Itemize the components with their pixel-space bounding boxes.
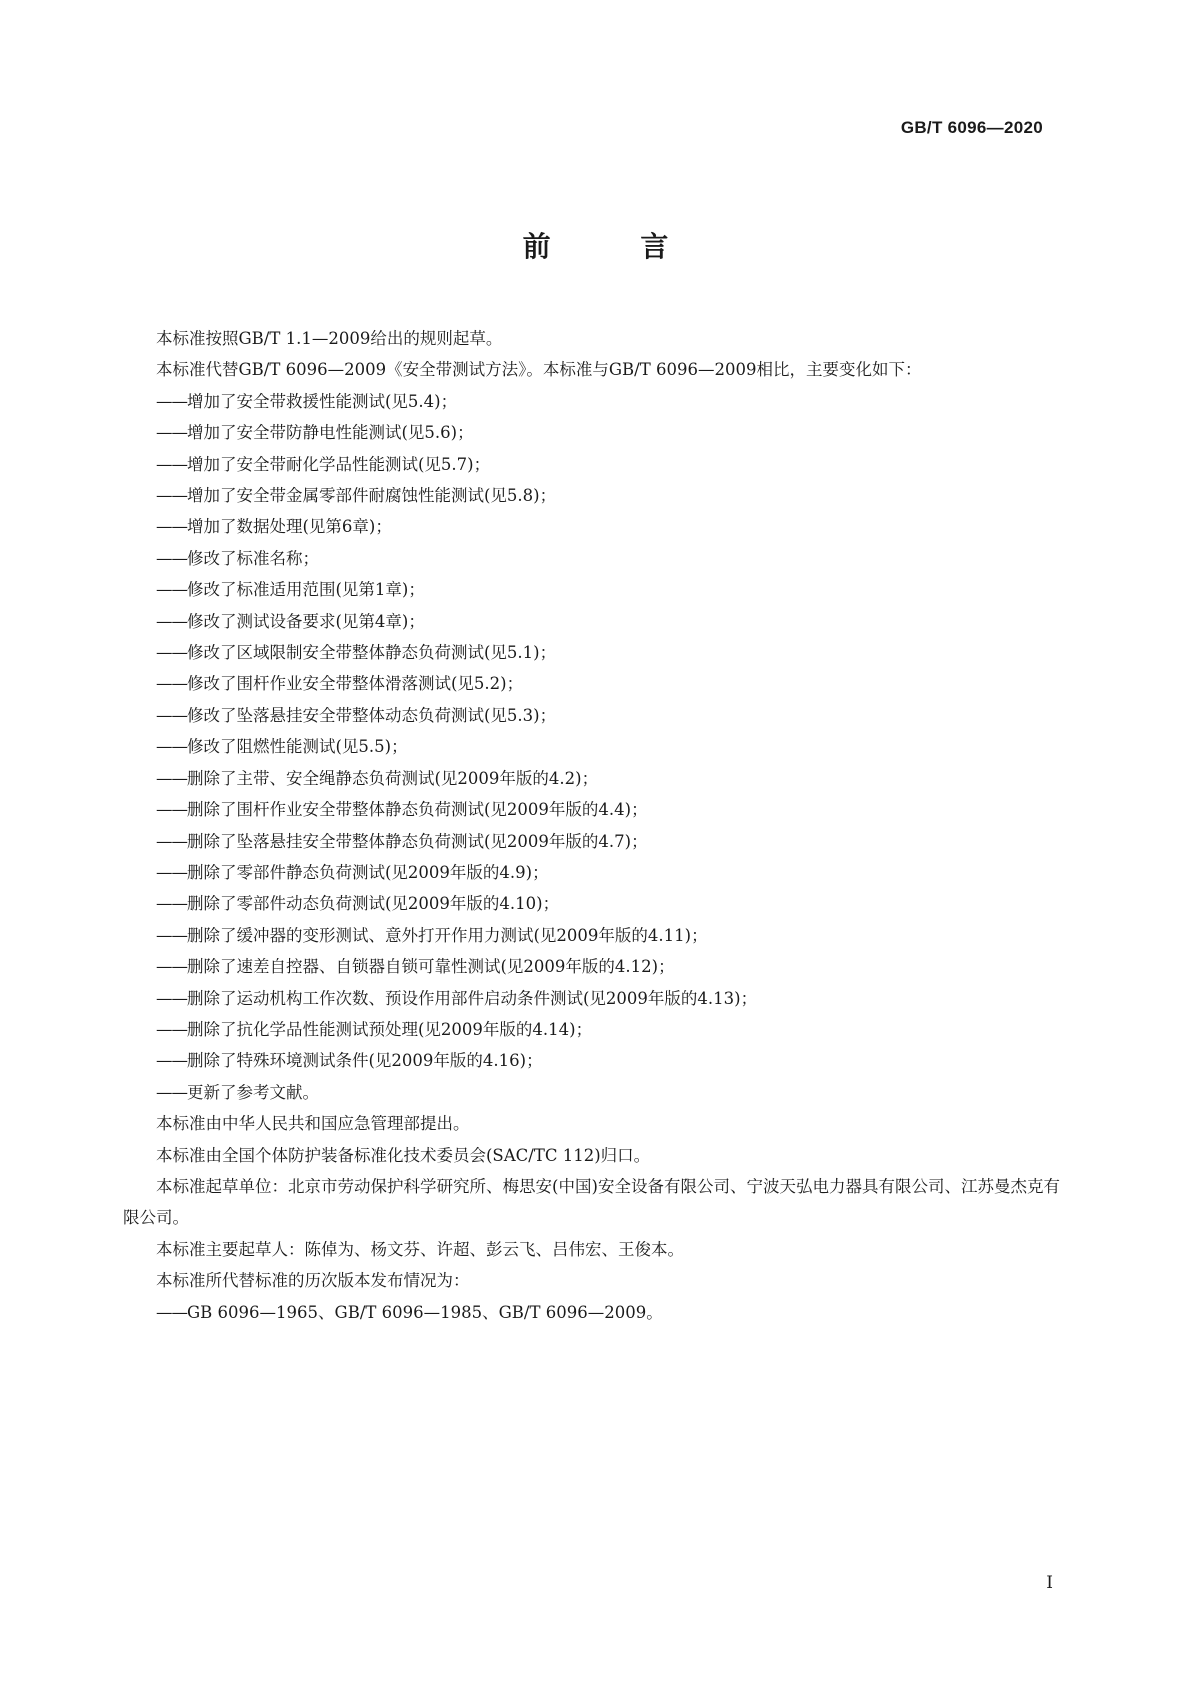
changes-list	[123, 386, 1060, 1108]
list-item: ——删除了围杆作业安全带整体静态负荷测试(见2009年版的4.4)；	[156, 800, 648, 820]
page-number: I	[1046, 1573, 1053, 1593]
list-item: ——删除了零部件动态负荷测试(见2009年版的4.10)；	[156, 894, 560, 914]
list-item: ——删除了零部件静态负荷测试(见2009年版的4.9)；	[156, 862, 549, 882]
paragraph-drafters: 本标准主要起草人：陈倬为、杨文芬、许超、彭云飞、吕伟宏、王俊本。	[156, 1239, 684, 1259]
list-item: ——删除了抗化学品性能测试预处理(见2009年版的4.14)；	[156, 1019, 593, 1039]
foreword-body	[123, 323, 1060, 1328]
list-item: ——删除了坠落悬挂安全带整体静态负荷测试(见2009年版的4.7)；	[156, 831, 648, 851]
list-item: ——修改了标准适用范围(见第1章)；	[156, 580, 425, 600]
list-item: ——增加了安全带金属零部件耐腐蚀性能测试(见5.8)；	[156, 486, 557, 506]
list-item: ——GB 6096—1965、GB/T 6096—1985、GB/T 6096—2009。	[156, 1302, 663, 1322]
list-item: ——删除了特殊环境测试条件(见2009年版的4.16)；	[156, 1051, 543, 1071]
list-item: ——增加了数据处理(见第6章)；	[156, 517, 392, 537]
list-item: ——修改了坠落悬挂安全带整体动态负荷测试(见5.3)；	[156, 705, 557, 725]
paragraph-history-intro: 本标准所代替标准的历次版本发布情况为：	[156, 1271, 470, 1291]
paragraph-proposer: 本标准由中华人民共和国应急管理部提出。	[156, 1114, 470, 1134]
history-list	[123, 1297, 1060, 1328]
list-item: ——删除了运动机构工作次数、预设作用部件启动条件测试(见2009年版的4.13)；	[156, 988, 758, 1008]
paragraph-drafting-units: 本标准起草单位：北京市劳动保护科学研究所、梅思安(中国)安全设备有限公司、宁波天弘电力器具有限公司、江苏曼杰克有限公司。	[123, 1176, 1060, 1228]
list-item: ——增加了安全带救援性能测试(见5.4)；	[156, 391, 458, 411]
list-item: ——更新了参考文献。	[156, 1082, 319, 1102]
list-item: ——增加了安全带耐化学品性能测试(见5.7)；	[156, 454, 491, 474]
list-item: ——删除了速差自控器、自锁器自锁可靠性测试(见2009年版的4.12)；	[156, 957, 675, 977]
page-title: 前 言	[522, 230, 709, 263]
paragraph-committee: 本标准由全国个体防护装备标准化技术委员会(SAC/TC 112)归口。	[156, 1145, 651, 1165]
paragraph-drafting-rules: 本标准按照GB/T 1.1—2009给出的规则起草。	[156, 329, 503, 348]
list-item: ——删除了缓冲器的变形测试、意外打开作用力测试(见2009年版的4.11)；	[156, 925, 708, 945]
list-item: ——删除了主带、安全绳静态负荷测试(见2009年版的4.2)；	[156, 768, 599, 788]
list-item: ——修改了测试设备要求(见第4章)；	[156, 611, 425, 631]
standard-code: GB/T 6096—2020	[900, 118, 1043, 137]
list-item: ——修改了标准名称；	[156, 548, 319, 568]
list-item: ——修改了区域限制安全带整体静态负荷测试(见5.1)；	[156, 643, 557, 663]
paragraph-replacement: 本标准代替GB/T 6096—2009《安全带测试方法》。本标准与GB/T 6096—2009相比，主要变化如下：	[156, 360, 922, 380]
list-item: ——增加了安全带防静电性能测试(见5.6)；	[156, 423, 474, 443]
list-item: ——修改了围杆作业安全带整体滑落测试(见5.2)；	[156, 674, 524, 694]
list-item: ——修改了阻燃性能测试(见5.5)；	[156, 737, 408, 757]
